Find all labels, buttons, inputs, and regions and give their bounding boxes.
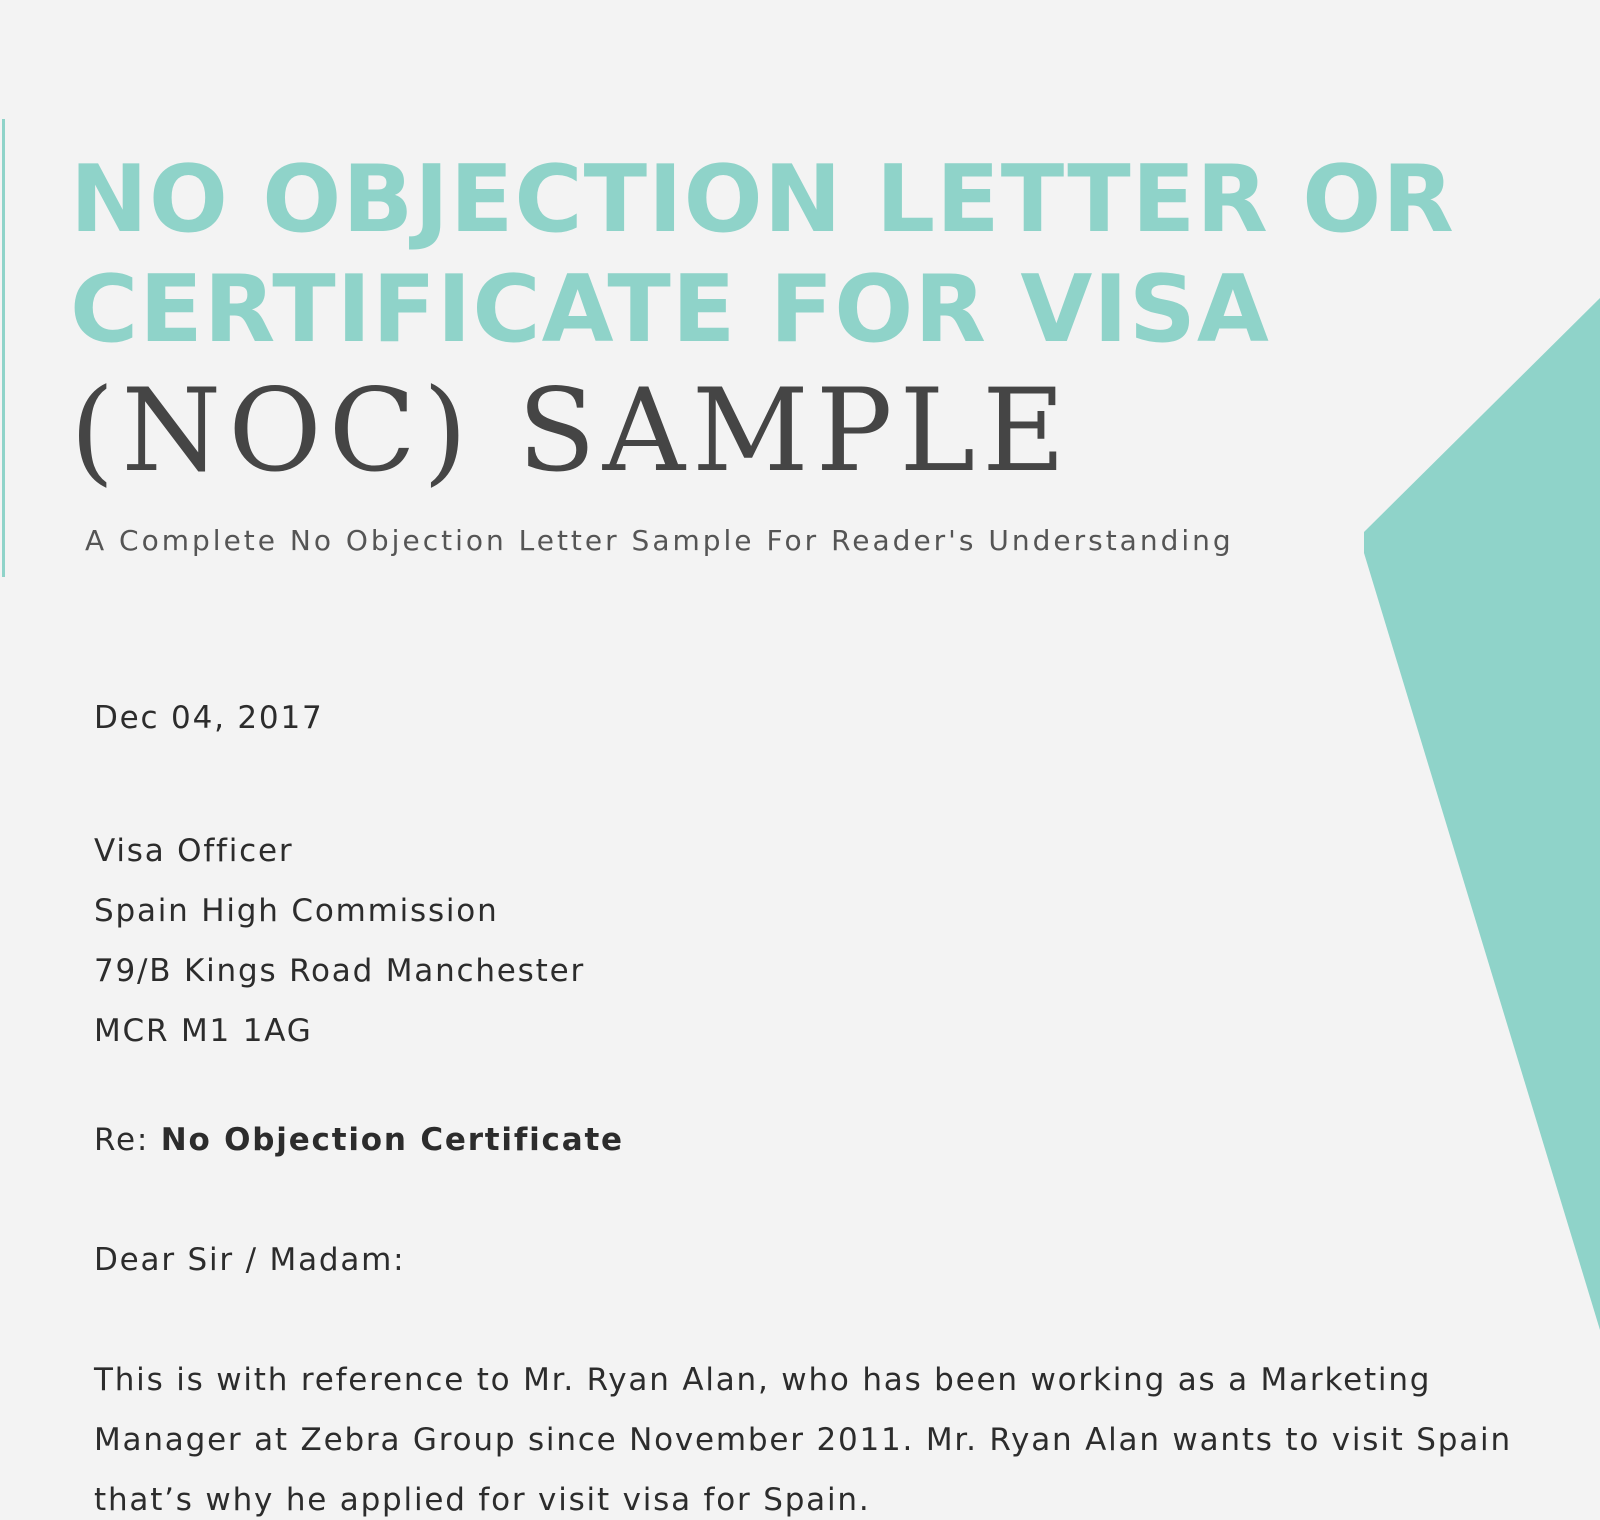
title-line-1: NO OBJECTION LETTER OR — [70, 145, 1455, 253]
salutation: Dear Sir / Madam: — [94, 1242, 406, 1278]
subtitle: A Complete No Objection Letter Sample For Reader's Understanding — [85, 524, 1234, 557]
recipient-line: Spain High Commission — [94, 893, 499, 929]
subject-text: No Objection Certificate — [160, 1122, 624, 1158]
recipient-line: 79/B Kings Road Manchester — [94, 953, 586, 989]
letter-date: Dec 04, 2017 — [94, 700, 324, 736]
recipient-address — [94, 821, 585, 1061]
title-line-3: (NOC) SAMPLE — [70, 364, 1073, 497]
title-line-2: CERTIFICATE FOR VISA — [70, 255, 1270, 363]
subject-label: Re: — [94, 1122, 161, 1158]
body-paragraph: This is with reference to Mr. Ryan Alan, who has been working as a Marketing Manager at Zebra Group since November 2011. Mr. Ryan Alan wants to visit Spain that’s why he applied for visit visa for Spain. — [94, 1362, 1512, 1518]
title-accent-rule — [2, 119, 5, 577]
recipient-line: MCR M1 1AG — [94, 1013, 313, 1049]
recipient-line: Visa Officer — [94, 833, 294, 869]
subject-line — [94, 1122, 624, 1158]
